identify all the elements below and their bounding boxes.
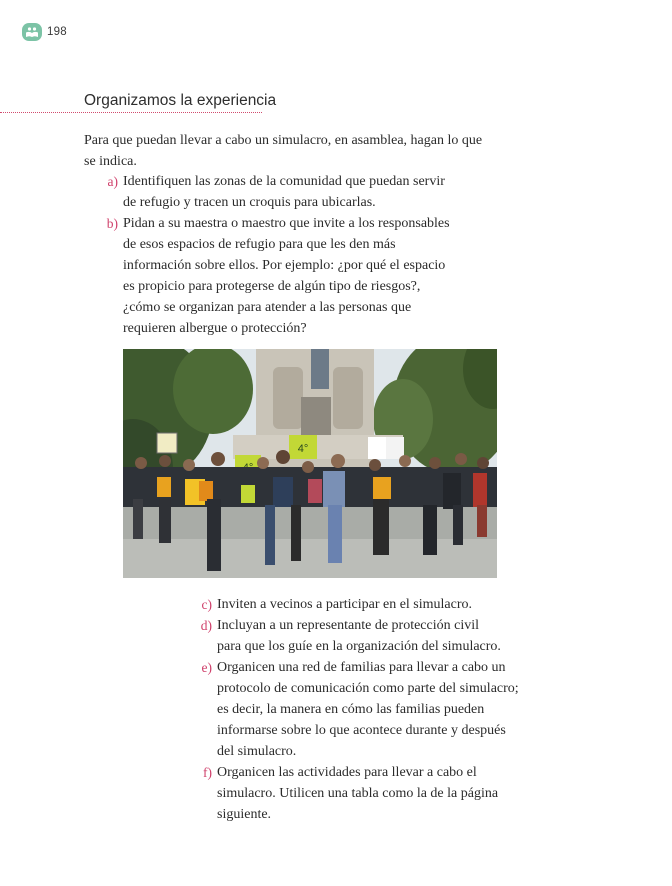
book-people-icon — [22, 23, 42, 41]
page-number: 198 — [47, 26, 67, 38]
item-text: Inviten a vecinos a participar en el simulacro. — [217, 597, 473, 612]
item-letter: d) — [200, 618, 212, 633]
item-letter: f) — [203, 765, 212, 780]
simulation-photo — [123, 349, 497, 578]
list-item-a — [102, 171, 502, 213]
item-text: Organicen una red de familias para llevar a cabo un protocolo de comunicación como parte del simulacro; es decir, la manera en cómo las familias pueden informarse sobre lo que acontece durante y después del simulacro. — [217, 660, 519, 759]
item-text: Identifiquen las zonas de la comunidad que puedan servir de refugio y tracen un croquis para ubicarlas. — [123, 174, 445, 210]
item-letter: b) — [106, 216, 118, 231]
item-letter: c) — [201, 597, 212, 612]
item-letter: a) — [107, 174, 118, 189]
list-item-c — [196, 594, 556, 615]
sign-label: 4° — [297, 443, 309, 455]
intro-paragraph: Para que puedan llevar a cabo un simulacro, en asamblea, hagan lo que se indica. — [84, 133, 483, 169]
item-text: Organicen las actividades para llevar a cabo el simulacro. Utilicen una tabla como la de la página siguiente. — [217, 765, 499, 822]
instructions-list-top — [102, 171, 502, 339]
crowd-at-monument-illustration — [123, 349, 497, 578]
item-text: Pidan a su maestra o maestro que invite a los responsables de esos espacios de refugio para que les den más información sobre ellos. Por ejemplo: ¿por qué el espacio es propicio para protegerse de algún tipo de riesgos?, ¿cómo se organizan para atender a las personas que requieren albergue o protección? — [123, 216, 450, 336]
list-item-e — [196, 657, 556, 762]
item-letter: e) — [201, 660, 212, 675]
list-item-b — [102, 213, 502, 339]
section-title: Organizamos la experiencia — [84, 92, 277, 109]
list-item-d — [196, 615, 556, 657]
instructions-list-bottom — [196, 594, 556, 825]
list-item-f — [196, 762, 556, 825]
page-number-area — [22, 23, 67, 41]
item-text: Incluyan a un representante de protección civil para que los guíe en la organización del simulacro. — [217, 618, 501, 654]
title-underline — [0, 112, 262, 113]
